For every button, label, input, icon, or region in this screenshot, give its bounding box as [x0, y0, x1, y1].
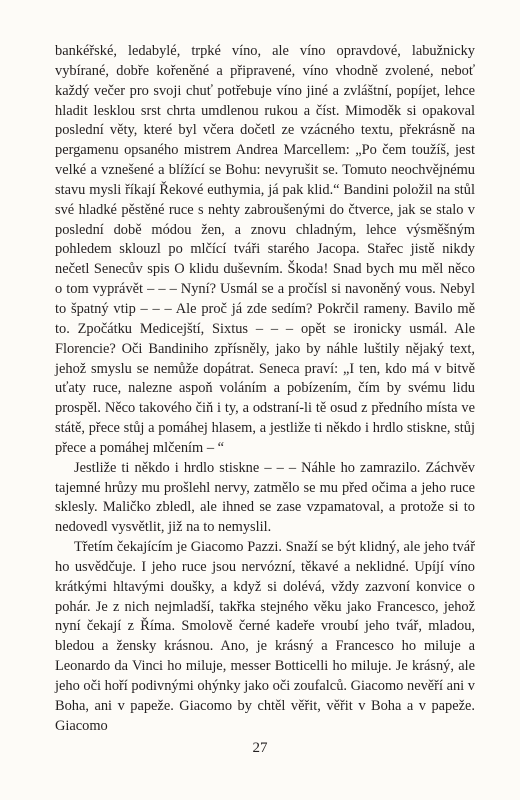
- page-number: 27: [252, 740, 268, 756]
- paragraph-2: Jestliže ti někdo i hrdlo stiskne – – – Náhle ho zamrazilo. Záchvěv tajemné hrůzy mu prošlehl nervy, zatmělo se mu před očima a jeho ruce sklesly. Maličko zbledl, ale ihned se zase vzpamatoval, a protože si to nedovedl vysvětlit, již na to nemyslil.: [55, 459, 475, 536]
- page-body: [55, 42, 475, 737]
- paragraph-3: Třetím čekajícím je Giacomo Pazzi. Snaží se být klidný, ale jeho tvář ho usvědčuje. I jeho ruce jsou nervózní, těkavé a neklidné. Upíjí víno krátkými hltavými doušky, a když si dolévá, vždy zazvoní konvice o pohár. Je z nich nejmladší, takřka stejného věku jako Francesco, jehož nyní čekají z Říma. Smolově černé kadeře vroubí jeho tvář, mladou, bledou a žensky krásnou. Ano, je krásný a Francesco ho miluje a Leonardo da Vinci ho miluje, messer Botticelli ho miluje. Je krásný, ale jeho oči hoří podivnými ohýnky jako oči zoufalců. Giacomo nevěří ani v Boha, ani v papeže. Giacomo by chtěl věřit, věřit v Boha a v papeže. Giacomo: [55, 539, 475, 734]
- paragraph-1: bankéřské, ledabylé, trpké víno, ale víno opravdové, labužnicky vybírané, dobře kořeněné a připravené, víno vhodně zvolené, neboť každý večer pro svoji chuť potřebuje víno jiné a zvláštní, popíjet, lehce hladit lesklou srst chrta umdlenou rukou a číst. Mimoděk si opakoval poslední věty, které byl včera dočetl ze vzácného textu, překrásně na pergamenu opsaného mistrem Andrea Marcellem: „Po čem toužíš, jest velké a vznešené a blížící se Bohu: nevyrušit se. Tomuto neochvějnému stavu mysli říkají Řekové euthymia, já pak klid.“ Bandini položil na stůl své hladké pěstěné ruce s nehty zabroušenými do čtverce, jak se stalo v poslední době módou žen, a znovu chladným, lehce výsměšným pohledem sklouzl po mlčící tváři starého Jacopa. Stařec jistě nikdy nečetl Senecův spis O klidu duševním. Škoda! Snad bych mu měl něco o tom vyprávět – – – Nyní? Usmál se a pročísl si navoněný vous. Nebyl to špatný vtip – – – Ale proč já zde sedím? Pokrčil rameny. Bavilo mě to. Zpočátku Medicejští, Sixtus – – – opět se ironicky usmál. Ale Florencie? Oči Bandiniho zpřísněly, jako by náhle luštily nějaký text, jehož smyslu se nemůže dopátrat. Seneca praví: „I ten, kdo má v bitvě uťaty ruce, nalezne aspoň voláním a pobízením, čím by svému lidu prospěl. Něco takového čiň i ty, a odstraní-li tě osud z předního místa ve státě, přece stůj a pomáhej hlasem, a jestliže ti někdo i hrdlo stiskne, stůj přece a pomáhej mlčením – “: [55, 43, 475, 456]
